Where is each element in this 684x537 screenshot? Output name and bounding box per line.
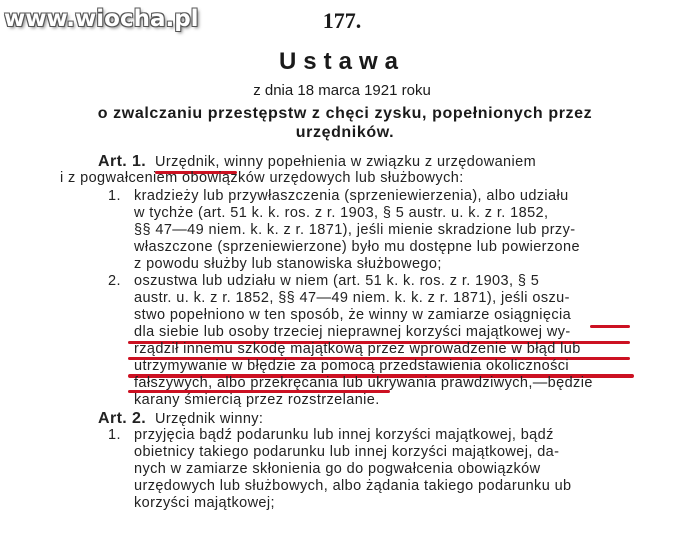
article-label: Art. 2. bbox=[98, 410, 147, 427]
highlight-line-1 bbox=[590, 325, 630, 328]
text-line bbox=[134, 324, 571, 340]
text-line bbox=[134, 478, 572, 494]
text-line bbox=[134, 358, 569, 374]
line-text: właszczone (sprzeniewierzone) było mu dostępne lub powierzone bbox=[134, 239, 580, 255]
item-number: 1. bbox=[108, 427, 121, 443]
subject-line-2: urzędników. bbox=[295, 124, 395, 141]
article-text: Urzędnik, winny popełnienia w związku z urzędowaniem bbox=[146, 154, 537, 170]
text-line bbox=[134, 375, 593, 391]
text-line bbox=[98, 410, 263, 428]
text-line bbox=[108, 273, 539, 289]
line-text: korzyści majątkowej; bbox=[134, 495, 275, 511]
line-text: utrzymywanie w błędzie za pomocą przedstawienia okoliczności bbox=[134, 358, 570, 374]
line-text: austr. u. k. z r. 1852, §§ 47—49 niem. k. k. z r. 1871), jeśli oszu- bbox=[134, 290, 570, 306]
subject-line-1: o zwalczaniu przestępstw z chęci zysku, popełnionych przez bbox=[97, 105, 593, 122]
text-line bbox=[134, 307, 571, 323]
document-title: Ustawa bbox=[278, 48, 406, 75]
watermark: www.wiocha.pl bbox=[4, 6, 199, 32]
text-line bbox=[134, 256, 442, 272]
article-text: Urzędnik winny: bbox=[146, 411, 264, 427]
line-text: stwo popełniono w ten sposób, że winny w zamiarze osiągnięcia bbox=[134, 307, 572, 323]
text-line bbox=[98, 153, 536, 171]
line-text: fałszywych, albo przekręcania lub ukrywania prawdziwych,—będzie bbox=[134, 375, 593, 391]
text-line bbox=[134, 222, 575, 238]
line-text: obietnicy takiego podarunku lub innej korzyści majątkowej, da- bbox=[134, 444, 560, 460]
line-text: z powodu służby lub stanowiska służbowego; bbox=[134, 256, 442, 272]
line-text: §§ 47—49 niem. k. k. z r. 1871), jeśli mienie skradzione lub przy- bbox=[134, 222, 576, 238]
article-label: Art. 1. bbox=[98, 153, 147, 170]
text-line bbox=[134, 461, 540, 477]
item-number: 1. bbox=[108, 188, 121, 204]
text-line bbox=[134, 205, 548, 221]
item-text: przyjęcia bądź podarunku lub innej korzyści majątkowej, bądź bbox=[134, 427, 554, 443]
text-line bbox=[134, 444, 559, 460]
text-line bbox=[134, 290, 570, 306]
subject bbox=[60, 104, 630, 142]
page-number: 177. bbox=[322, 8, 362, 33]
text-line bbox=[60, 170, 464, 186]
line-text: dla siebie lub osoby trzeciej nieprawnej korzyści majątkowej wy- bbox=[134, 324, 571, 340]
line-text: w tychże (art. 51 k. k. ros. z r. 1903, § 5 austr. u. k. z r. 1852, bbox=[134, 205, 549, 221]
text-line bbox=[108, 188, 569, 204]
line-text: i z pogwałceniem obowiązków urzędowych lub służbowych: bbox=[60, 170, 464, 186]
text-line bbox=[134, 341, 581, 357]
date-line: z dnia 18 marca 1921 roku bbox=[253, 82, 431, 99]
text-line bbox=[134, 495, 275, 511]
text-line bbox=[108, 427, 554, 443]
text-line bbox=[134, 392, 380, 408]
text-line bbox=[134, 239, 580, 255]
line-text: karany śmiercią przez rozstrzelanie. bbox=[134, 392, 380, 408]
line-text: nych w zamiarze skłonienia go do pogwałcenia obowiązków bbox=[134, 461, 541, 477]
line-text: rządził innemu szkodę majątkową przez wprowadzenie w błąd lub bbox=[134, 341, 581, 357]
item-text: oszustwa lub udziału w niem (art. 51 k. k. ros. z r. 1903, § 5 bbox=[134, 273, 540, 289]
item-text: kradzieży lub przywłaszczenia (sprzeniewierzenia), albo udziału bbox=[134, 188, 569, 204]
item-number: 2. bbox=[108, 273, 121, 289]
line-text: urzędowych lub służbowych, albo żądania takiego podarunku ub bbox=[134, 478, 572, 494]
